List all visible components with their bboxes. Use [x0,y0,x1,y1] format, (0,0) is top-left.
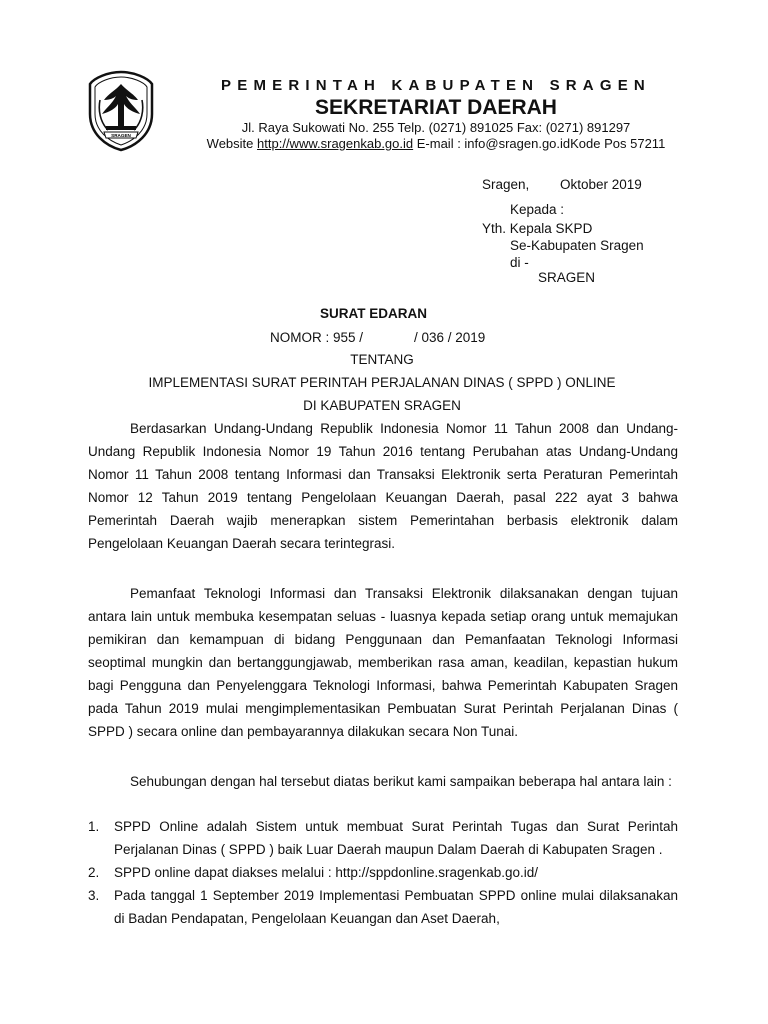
paragraph-text: Berdasarkan Undang-Undang Republik Indonesia Nomor 11 Tahun 2008 dan Undang-Undang Republik Indonesia Nomor 19 Tahun 2016 tentang Perubahan atas Undang-Undang Nomor 11 Tahun 2008 tentang Informasi dan Transaksi Elektronik serta Peraturan Pemerintah Nomor 12 Tahun 2019 tentang Pengelolaan Keuangan Daerah, pasal 222 ayat 3 bahwa Pemerintah Daerah wajib menerapkan sistem Pemerintahan berbasis elektronik dalam Pengelolaan Keuangan Daerah secara terintegrasi. [88,421,678,551]
emblem-ribbon-text: SRAGEN [111,133,131,138]
paragraph-text: Pemanfaat Teknologi Informasi dan Transaksi Elektronik dilaksanakan dengan tujuan antara lain untuk membuka kesempatan seluas - luasnya kepada setiap orang untuk memajukan pemikiran dan kemampuan di bidang Penggunaan dan Pemanfaatan Teknologi Informasi seoptimal mungkin dan bertanggungjawab, memberikan rasa aman, keadilan, kepastian hukum bagi Pengguna dan Penyelenggara Teknologi Informasi, bahwa Pemerintah Kabupaten Sragen pada Tahun 2019 mulai mengimplementasikan Pembuatan Surat Perintah Perjalanan Dinas ( SPPD ) secara online dan pembayarannya dilakukan secara Non Tunai. [88,586,678,739]
recipient-kepada: Kepada : [510,202,565,217]
website-link[interactable]: http://www.sragenkab.go.id [257,136,414,151]
letter-subject-line2: DI KABUPATEN SRAGEN [303,398,461,413]
letter-title: SURAT EDARAN [320,306,427,321]
list-number: 2. [88,865,100,880]
letter-tentang: TENTANG [350,352,414,367]
list-item [88,815,678,861]
letter-place: Sragen, [482,177,530,192]
government-name: PEMERINTAH KABUPATEN SRAGEN [221,77,651,94]
website-label: Website [206,136,254,151]
recipient-scope: Se-Kabupaten Sragen [510,238,644,253]
paragraph-text: Sehubungan dengan hal tersebut diatas berikut kami sampaikan beberapa hal antara lain : [130,774,672,789]
list-text: SPPD Online adalah Sistem untuk membuat Surat Perintah Tugas dan Surat Perintah Perjalanan Dinas ( SPPD ) baik Luar Daerah maupun Dalam Daerah di Kabupaten Sragen . [114,819,678,857]
list-item [88,884,678,930]
letterhead [166,76,706,152]
recipient-city: SRAGEN [538,270,596,285]
letter-number-label: NOMOR : 955 / [270,330,364,345]
body-paragraph-1 [88,417,678,555]
letter-subject-line1: IMPLEMENTASI SURAT PERINTAH PERJALANAN DINAS ( SPPD ) ONLINE [148,375,616,390]
contact-line [166,136,706,152]
body-paragraph-3 [88,770,678,793]
regency-emblem-icon [86,70,156,152]
list-text: SPPD online dapat diakses melalui : http://sppdonline.sragenkab.go.id/ [114,865,539,880]
office-address: Jl. Raya Sukowati No. 255 Telp. (0271) 891025 Fax: (0271) 891297 [241,120,631,135]
points-list [88,815,678,930]
letter-date: Oktober 2019 [560,177,642,192]
list-text: Pada tanggal 1 September 2019 Implementasi Pembuatan SPPD online mulai dilaksanakan di Badan Pendapatan, Pengelolaan Keuangan dan Aset Daerah, [114,888,678,926]
letter-number-rest: / 036 / 2019 [414,330,486,345]
list-number: 3. [88,888,100,903]
list-number: 1. [88,819,100,834]
recipient-di: di - [510,255,529,270]
list-item [88,861,678,884]
email-info: E-mail : info@sragen.go.idKode Pos 57211 [416,136,666,151]
body-paragraph-2 [88,582,678,743]
office-name: SEKRETARIAT DAERAH [315,96,557,119]
recipient-title: Yth. Kepala SKPD [482,221,593,236]
